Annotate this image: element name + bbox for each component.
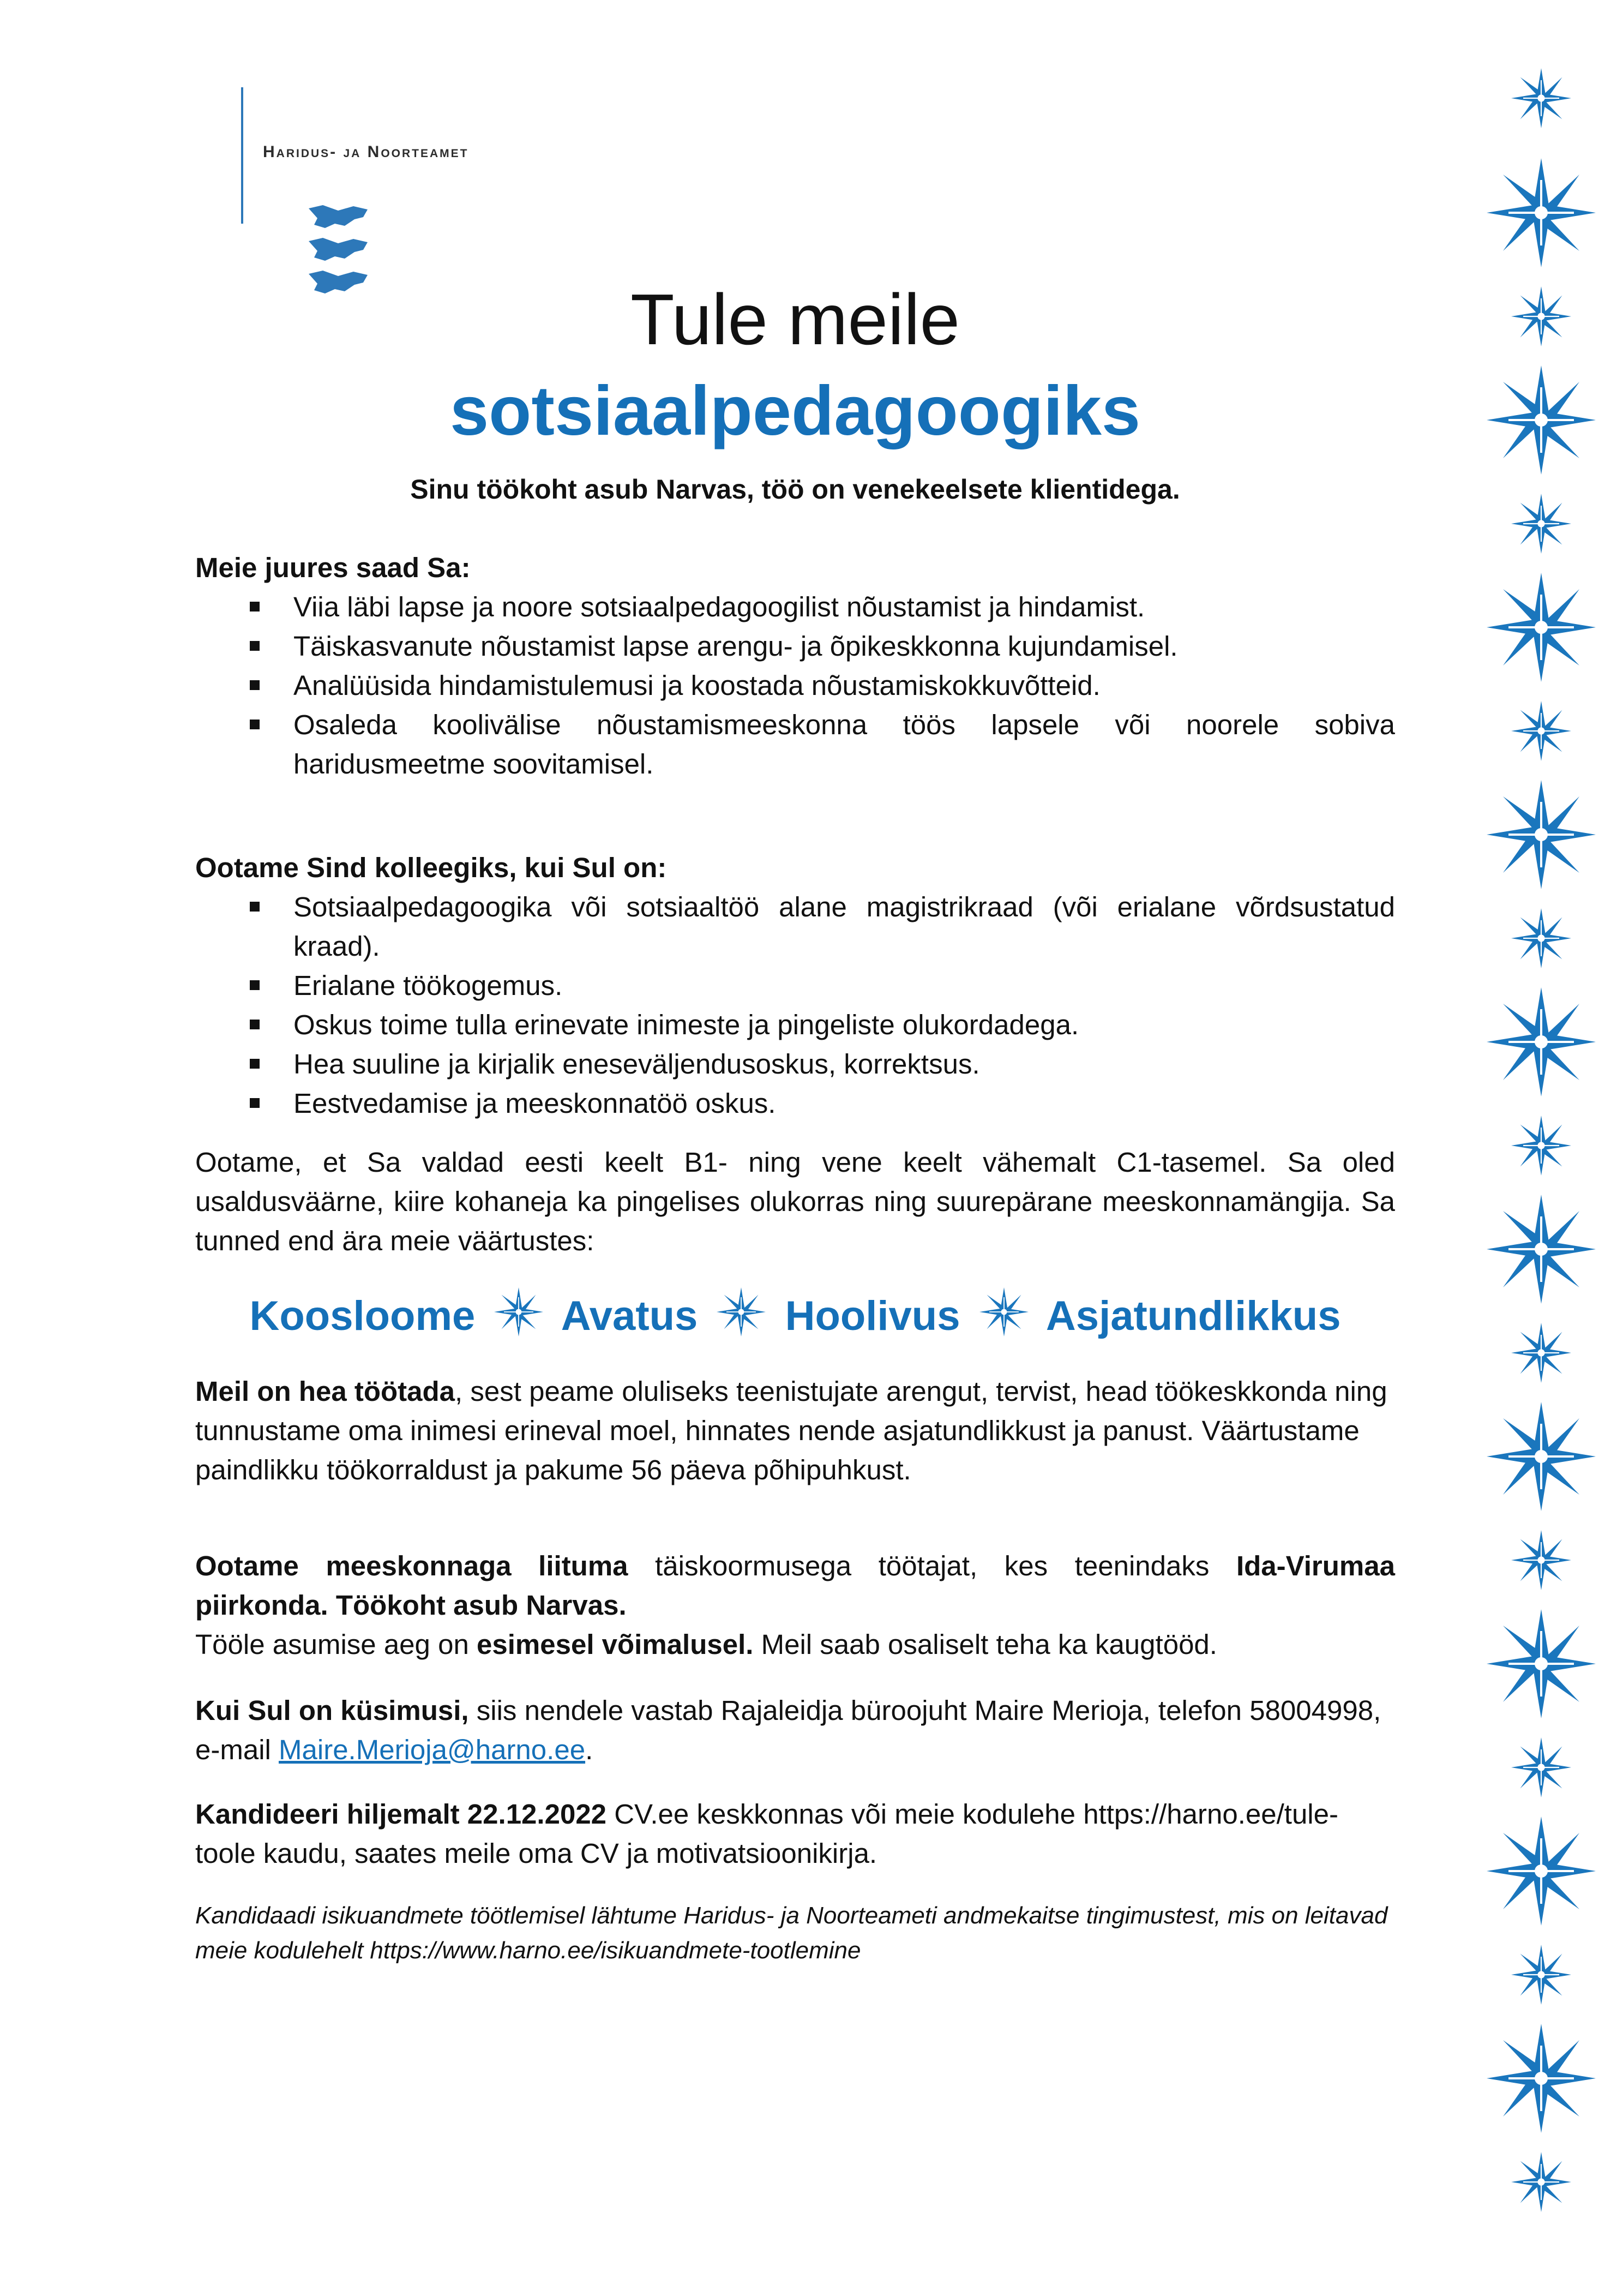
join-text: täiskoormusega töötajat, kes teenindaks	[628, 1550, 1236, 1581]
title-line-1: Tule meile	[630, 279, 960, 359]
value-expertise: Asjatundlikkus	[1045, 1293, 1341, 1339]
contact-lead: Kui Sul on küsimusi,	[195, 1695, 469, 1726]
snowflake-star-icon	[1511, 908, 1571, 968]
join-lead: Ootame meeskonnaga liituma	[195, 1550, 628, 1581]
benefits-lead: Meil on hea töötada	[195, 1376, 455, 1407]
snowflake-star-icon	[1511, 1945, 1571, 2005]
org-name: Haridus- ja Noorteamet	[263, 143, 469, 161]
list-item: Osaleda koolivälise nõustamismeeskonna töös lapsele või noorele sobiva haridusmeetme soovitamisel.	[195, 705, 1395, 784]
snowflake-star-icon	[494, 1287, 543, 1336]
snowflake-star-icon	[1487, 365, 1596, 475]
contact-end: .	[585, 1734, 593, 1765]
snowflake-star-icon	[1487, 987, 1596, 1096]
snowflake-star-icon	[1487, 2024, 1596, 2133]
list-item: Erialane töökogemus.	[195, 966, 1395, 1005]
snowflake-star-icon	[1487, 1402, 1596, 1511]
contact-text: siis nendele vastab Rajaleidja büroojuht Maire Merioja, telefon 58004998, e-mail	[195, 1695, 1381, 1765]
snowflake-star-icon	[1511, 1737, 1571, 1797]
values-row	[195, 1287, 1395, 1340]
title-position: sotsiaalpedagoogiks	[449, 372, 1141, 450]
contact-email-link[interactable]: Maire.Merioja@harno.ee	[279, 1734, 586, 1765]
benefits-paragraph	[195, 1372, 1395, 1490]
logo	[153, 98, 545, 229]
logo-divider	[241, 87, 243, 224]
snowflake-star-icon	[1511, 701, 1571, 761]
snowflake-star-icon	[979, 1287, 1029, 1336]
snowflake-star-icon	[1511, 2152, 1571, 2212]
start-bold: esimesel võimalusel.	[476, 1629, 754, 1660]
snowflake-star-icon	[1511, 286, 1571, 346]
snowflake-star-icon	[1487, 1195, 1596, 1304]
join-paragraph	[195, 1546, 1395, 1664]
requirements-section	[195, 848, 1395, 1123]
start-rest: Meil saab osaliselt teha ka kaugtööd.	[753, 1629, 1217, 1660]
value-cocreation: Koosloome	[249, 1293, 476, 1339]
snowflake-star-icon	[1487, 780, 1596, 889]
snowflake-star-icon	[1487, 158, 1596, 267]
contact-paragraph	[195, 1691, 1395, 1770]
snowflake-star-icon	[1511, 1116, 1571, 1176]
snowflake-star-icon	[1511, 1323, 1571, 1383]
apply-lead: Kandideeri hiljemalt 22.12.2022	[195, 1799, 607, 1830]
requirements-heading: Ootame Sind kolleegiks, kui Sul on:	[195, 852, 667, 883]
value-caring: Hoolivus	[785, 1293, 960, 1339]
offer-list	[195, 588, 1395, 784]
snowflake-star-icon	[1511, 68, 1571, 128]
offer-heading: Meie juures saad Sa:	[195, 552, 471, 583]
apply-text: CV.ee keskkonnas või meie kodulehe https://harno.ee/tule-toole kaudu, saates meile oma CV ja motivatsioonikirja.	[195, 1799, 1338, 1869]
list-item: Eestvedamise ja meeskonnatöö oskus.	[195, 1084, 1395, 1123]
ornament-column	[1481, 55, 1601, 2237]
benefits-text: , sest peame oluliseks teenistujate arengut, tervist, head töökeskkonda ning tunnustame oma inimesi erineval moel, hinnates nende asjatundlikkust ja panust. Väärtustame paindlikku töökorraldust ja pakume 56 päeva põhipuhkust.	[195, 1376, 1387, 1485]
snowflake-star-icon	[1487, 1609, 1596, 1718]
subtitle: Sinu töökoht asub Narvas, töö on venekeelsete klientidega.	[410, 474, 1180, 505]
start-text: Tööle asumise aeg on	[195, 1629, 477, 1660]
snowflake-star-icon	[717, 1287, 766, 1336]
list-item: Hea suuline ja kirjalik eneseväljendusoskus, korrektsus.	[195, 1045, 1395, 1084]
offer-section	[195, 548, 1395, 784]
snowflake-star-icon	[1511, 1530, 1571, 1590]
languages-paragraph: Ootame, et Sa valdad eesti keelt B1- ning vene keelt vähemalt C1-tasemel. Sa oled usaldusväärne, kiire kohaneja ka pingelises olukorras ning suurepärane meeskonnamängija. Sa tunned end ära meie väärtustes:	[195, 1147, 1395, 1256]
list-item: Viia läbi lapse ja noore sotsiaalpedagoogilist nõustamist ja hindamist.	[195, 588, 1395, 627]
list-item: Analüüsida hindamistulemusi ja koostada nõustamiskokkuvõtteid.	[195, 666, 1395, 705]
value-openness: Avatus	[561, 1293, 698, 1339]
snowflake-star-icon	[1487, 573, 1596, 682]
requirements-list	[195, 888, 1395, 1123]
snowflake-star-icon	[1487, 1817, 1596, 1926]
list-item: Täiskasvanute nõustamist lapse arengu- ja õpikeskkonna kujundamisel.	[195, 627, 1395, 666]
join-region: Ida-Virumaa piirkonda. Töökoht asub Narvas.	[195, 1550, 1395, 1621]
list-item: Sotsiaalpedagoogika või sotsiaaltöö alane magistrikraad (või erialane võrdsustatud kraad).	[195, 888, 1395, 966]
list-item: Oskus toime tulla erinevate inimeste ja pingeliste olukordadega.	[195, 1005, 1395, 1045]
apply-paragraph	[195, 1795, 1395, 1873]
privacy-note: Kandidaadi isikuandmete töötlemisel lähtume Haridus- ja Noorteameti andmekaitse tingimustest, mis on leitavad meie kodulehelt https://www.harno.ee/isikuandmete-tootlemine	[195, 1902, 1388, 1964]
snowflake-star-icon	[1511, 494, 1571, 554]
